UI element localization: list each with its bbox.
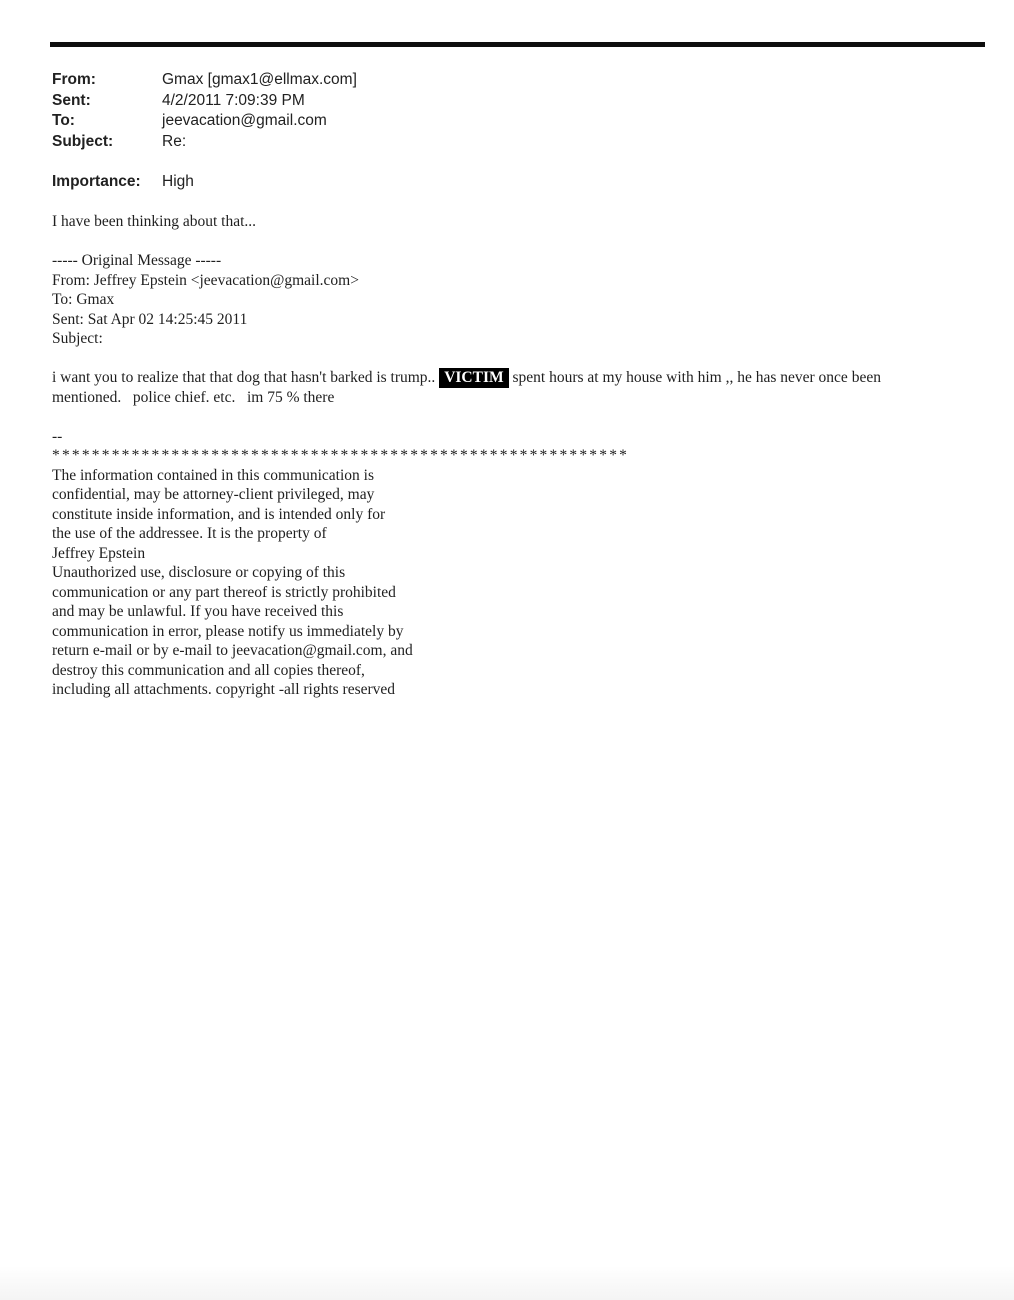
asterisk-divider: ********************************************************** [52,447,630,464]
disclaimer-text: The information contained in this communication is confidential, may be attorney-client privileged, may constitute inside information, and is intended only for the use of the addressee. It is the property of Jeffrey Epstein Unauthorized use, disclosure or copying of this communication or any part thereof is strictly prohibited and may be unlawful. If you have received this communication in error, please notify us immediately by return e-mail or by e-mail to jeevacation@gmail.com, and destroy this communication and all copies thereof, including all attachments. copyright -all rights reserved [52,466,413,698]
header-field-subject [52,132,357,153]
original-message-divider: ----- Original Message ----- [52,252,222,269]
signature-block [52,427,947,700]
from-value: Gmax [gmax1@ellmax.com] [162,71,357,88]
email-body [52,212,947,700]
signature-delimiter: -- [52,427,63,445]
original-message-headers: From: Jeffrey Epstein <jeevacation@gmail.com> To: Gmax Sent: Sat Apr 02 14:25:45 2011 Subject: [52,271,359,347]
importance-label: Importance: [52,173,141,190]
message-after-redaction: spent hours at my house with him ,, he has never once been mentioned. police chief. etc. im 75 % there [52,369,885,406]
victim-redaction-label: VICTIM [439,368,508,388]
subject-value: Re: [162,132,187,150]
importance-value: High [162,173,194,190]
header-field-to [52,111,357,132]
to-label: To: [52,112,75,129]
to-value: jeevacation@gmail.com [162,112,327,129]
page-bottom-shade [0,1266,1014,1300]
header-field-importance [52,172,357,193]
sent-value: 4/2/2011 7:09:39 PM [162,91,305,109]
header-field-from [52,70,357,91]
header-divider-rule [50,42,985,47]
email-header [52,70,357,193]
message-before-redaction: i want you to realize that that dog that hasn't barked is trump.. [52,369,440,386]
message-text [52,368,947,407]
subject-label: Subject: [52,132,114,150]
intro-text: I have been thinking about that... [52,213,257,230]
original-message-block [52,251,947,349]
header-field-sent [52,91,357,112]
sent-label: Sent: [52,91,91,109]
from-label: From: [52,71,96,88]
